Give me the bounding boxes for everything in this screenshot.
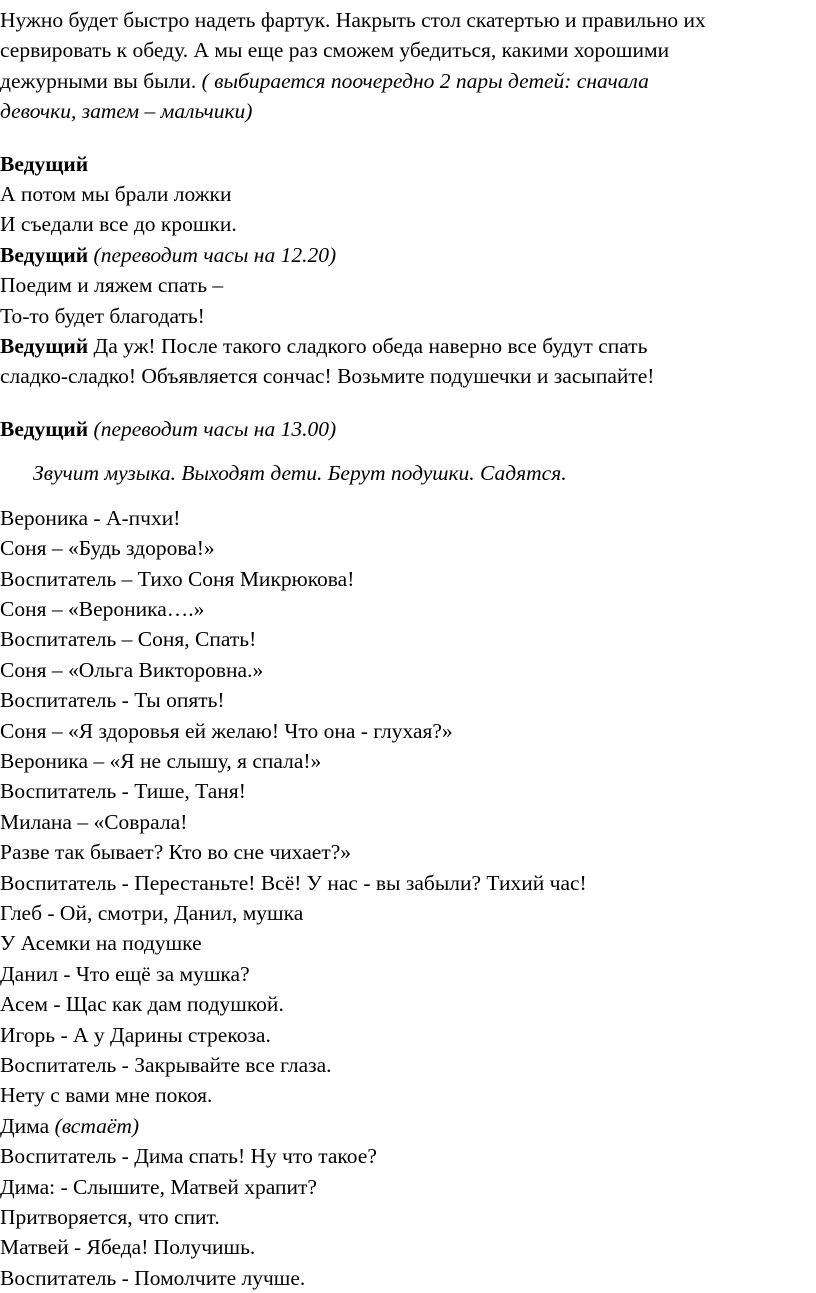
- dialogue-line-dima-stands: [0, 1111, 810, 1141]
- speaker-line-3: [0, 331, 810, 361]
- verse-line: И съедали все до крошки.: [0, 212, 237, 237]
- dialogue-line: Притворяется, что спит.: [0, 1205, 220, 1230]
- dialogue-line: Асем - Щас как дам подушкой.: [0, 992, 284, 1017]
- speaker-heading-3: Ведущий: [0, 334, 89, 359]
- speaker-line-2: [0, 240, 810, 270]
- speech-line: сладко-сладко! Объявляется сончас! Возьмите подушечки и засыпайте!: [0, 364, 655, 389]
- dialogue-line: Вероника – «Я не слышу, я спала!»: [0, 748, 322, 773]
- dialogue-line: Соня – «Ольга Викторовна.»: [0, 657, 264, 682]
- speaker-heading-4: Ведущий: [0, 416, 89, 441]
- stage-direction-clock-1300: (переводит часы на 13.00): [93, 416, 337, 441]
- intro-direction-end: девочки, затем – мальчики): [0, 99, 253, 124]
- document-page: [0, 5, 810, 1293]
- dialogue-line: Воспитатель - Перестаньте! Всё! У нас - вы забыли? Тихий час!: [0, 870, 587, 895]
- verse-line: То-то будет благодать!: [0, 303, 205, 328]
- speaker-speech-3: Да уж! После такого сладкого обеда наверно все будут спать: [88, 334, 648, 359]
- dialogue-line: Нету с вами мне покоя.: [0, 1083, 213, 1108]
- intro-line-3-text: дежурными вы были.: [0, 68, 202, 93]
- dialogue-line: Воспитатель - Тише, Таня!: [0, 779, 246, 804]
- intro-line-2: сервировать к обеду. А мы еще раз сможем убедиться, какими хорошими: [0, 38, 670, 63]
- dialogue-line: Соня – «Вероника….»: [0, 596, 205, 621]
- dialogue-line: Воспитатель - Закрывайте все глаза.: [0, 1053, 332, 1077]
- intro-line-3: [0, 66, 810, 96]
- dialogue-line: Дима: - Слышите, Матвей храпит?: [0, 1174, 317, 1199]
- verse-line: А потом мы брали ложки: [0, 182, 232, 207]
- dialogue-line: Воспитатель - Помолчите лучше.: [0, 1265, 306, 1290]
- speaker-heading-1: Ведущий: [0, 151, 89, 176]
- dialogue-line: Воспитатель – Тихо Соня Микрюкова!: [0, 566, 355, 591]
- dialogue-line: Соня – «Будь здорова!»: [0, 536, 215, 561]
- dialogue-line: Вероника - А-пчхи!: [0, 505, 181, 530]
- dialogue-list: [0, 503, 810, 1293]
- stage-direction-music: Звучит музыка. Выходят дети. Берут подушки. Садятся.: [33, 461, 567, 486]
- stage-direction-clock-1220: (переводит часы на 12.20): [93, 242, 337, 267]
- dialogue-line: Матвей - Ябеда! Получишь.: [0, 1235, 256, 1260]
- dialogue-line: Данил - Что ещё за мушка?: [0, 961, 250, 986]
- intro-direction-start: ( выбирается поочередно 2 пары детей: сначала: [201, 68, 649, 93]
- dialogue-line: Воспитатель - Ты опять!: [0, 688, 225, 713]
- dialogue-line: Игорь - А у Дарины стрекоза.: [0, 1022, 271, 1047]
- verse-line: Поедим и ляжем спать –: [0, 273, 224, 298]
- dialogue-line: Соня – «Я здоровья ей желаю! Что она - глухая?»: [0, 718, 453, 743]
- speaker-line-4: [0, 414, 810, 444]
- dialogue-line: Глеб - Ой, смотри, Данил, мушка: [0, 900, 304, 925]
- dima-name: Дима: [0, 1113, 55, 1138]
- stage-direction-stands: (встаёт): [54, 1113, 140, 1138]
- dialogue-line: Разве так бывает? Кто во сне чихает?»: [0, 840, 352, 865]
- dialogue-line: У Асемки на подушке: [0, 931, 202, 956]
- dialogue-line: Воспитатель – Соня, Спать!: [0, 627, 257, 652]
- intro-line-1: Нужно будет быстро надеть фартук. Накрыть стол скатертью и правильно их: [0, 8, 706, 32]
- dialogue-line: Милана – «Соврала!: [0, 809, 188, 834]
- dialogue-line: Воспитатель - Дима спать! Ну что такое?: [0, 1144, 377, 1169]
- speaker-heading-2: Ведущий: [0, 242, 89, 267]
